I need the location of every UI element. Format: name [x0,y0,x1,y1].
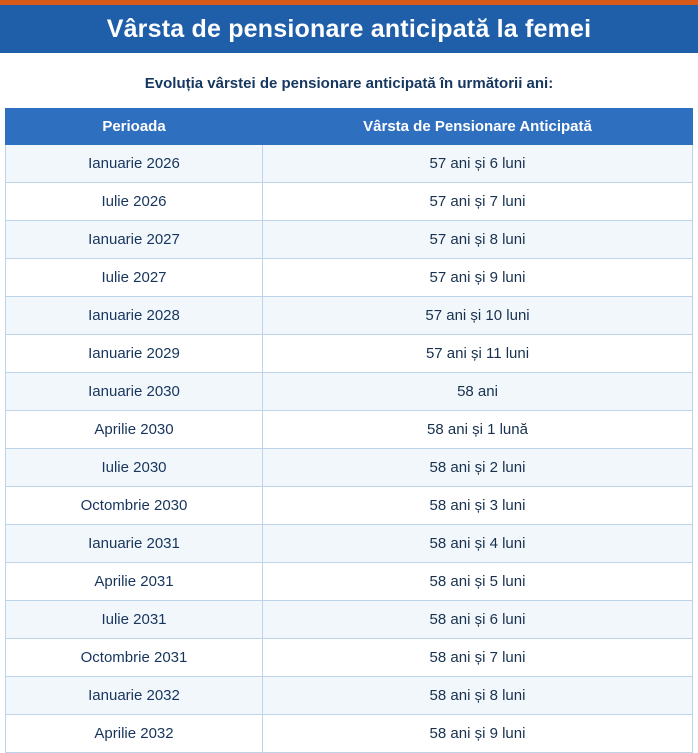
table-body [6,145,693,753]
table-row [6,449,693,487]
cell-period: Ianuarie 2029 [6,335,263,373]
table-row [6,601,693,639]
pension-age-table [5,108,693,753]
table-row [6,677,693,715]
cell-age: 58 ani și 2 luni [263,449,693,487]
table-row [6,221,693,259]
cell-period: Ianuarie 2026 [6,145,263,183]
table-row [6,715,693,753]
cell-age: 58 ani și 7 luni [263,639,693,677]
column-header-age: Vârsta de Pensionare Anticipată [263,109,693,145]
table-row [6,145,693,183]
cell-age: 58 ani [263,373,693,411]
cell-period: Ianuarie 2031 [6,525,263,563]
cell-age: 58 ani și 8 luni [263,677,693,715]
page-subtitle: Evoluția vârstei de pensionare anticipată în următorii ani: [144,75,554,92]
cell-period: Octombrie 2031 [6,639,263,677]
cell-age: 57 ani și 6 luni [263,145,693,183]
cell-period: Aprilie 2032 [6,715,263,753]
cell-age: 58 ani și 9 luni [263,715,693,753]
cell-period: Iulie 2027 [6,259,263,297]
cell-age: 58 ani și 1 lună [263,411,693,449]
cell-period: Ianuarie 2028 [6,297,263,335]
cell-age: 57 ani și 8 luni [263,221,693,259]
table-row [6,639,693,677]
cell-period: Ianuarie 2027 [6,221,263,259]
cell-period: Aprilie 2030 [6,411,263,449]
cell-age: 58 ani și 3 luni [263,487,693,525]
table-row [6,183,693,221]
cell-period: Aprilie 2031 [6,563,263,601]
page-title: Vârsta de pensionare anticipată la femei [106,14,592,43]
page-title-bar [0,0,698,53]
column-header-period: Perioada [6,109,263,145]
table-row [6,335,693,373]
cell-period: Iulie 2031 [6,601,263,639]
cell-period: Iulie 2030 [6,449,263,487]
table-row [6,297,693,335]
cell-period: Ianuarie 2032 [6,677,263,715]
cell-period: Ianuarie 2030 [6,373,263,411]
cell-age: 57 ani și 7 luni [263,183,693,221]
table-header-row [6,109,693,145]
table-header [6,109,693,145]
cell-age: 57 ani și 9 luni [263,259,693,297]
table-row [6,373,693,411]
cell-age: 57 ani și 10 luni [263,297,693,335]
table-row [6,487,693,525]
cell-period: Iulie 2026 [6,183,263,221]
cell-age: 58 ani și 5 luni [263,563,693,601]
cell-age: 58 ani și 6 luni [263,601,693,639]
cell-period: Octombrie 2030 [6,487,263,525]
cell-age: 58 ani și 4 luni [263,525,693,563]
cell-age: 57 ani și 11 luni [263,335,693,373]
table-row [6,563,693,601]
table-row [6,411,693,449]
table-row [6,525,693,563]
table-row [6,259,693,297]
